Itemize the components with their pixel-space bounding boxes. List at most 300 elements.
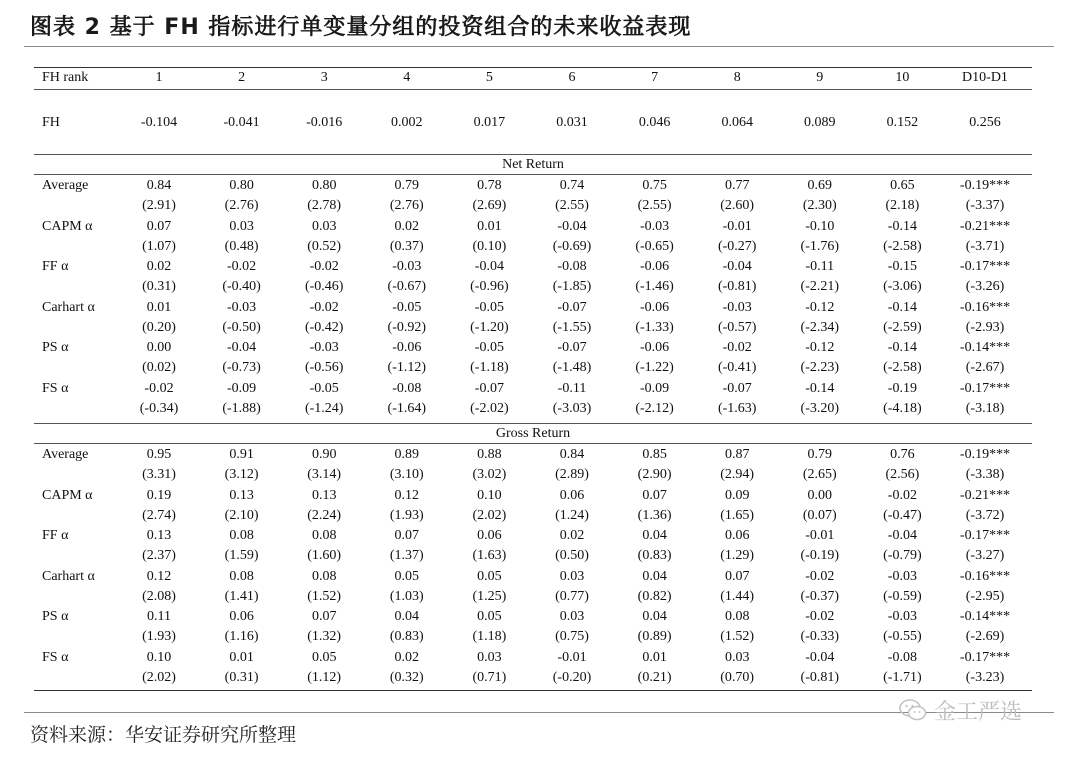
table-cell: (-3.03) [552, 401, 592, 416]
table-cell: (-0.69) [552, 238, 592, 254]
table-cell: 0.017 [473, 115, 506, 130]
table-cell: 0.00 [146, 340, 172, 356]
watermark [898, 692, 1022, 728]
table-cell: 5 [485, 70, 493, 85]
table-cell: 0.87 [724, 447, 750, 462]
table-cell: -0.02 [805, 609, 835, 625]
table-cell: (-1.85) [552, 279, 592, 295]
table-cell: 0.08 [229, 568, 254, 584]
tstat-row [34, 587, 1032, 607]
table-cell: -0.08 [887, 650, 917, 665]
table-cell: 0.80 [311, 178, 337, 193]
table-cell: 1 [155, 70, 163, 85]
table-cell: (3.12) [224, 467, 259, 482]
table-cell: 0.10 [146, 650, 172, 665]
table-cell: (-3.20) [800, 401, 840, 416]
table-cell: (-1.24) [304, 401, 344, 416]
row-label: PS α [42, 340, 69, 356]
table-cell: -0.03 [392, 259, 422, 275]
table-cell: 0.84 [146, 178, 172, 193]
table-cell: (1.93) [389, 507, 424, 523]
tstat-row [34, 668, 1032, 688]
table-cell: 0.01 [642, 650, 667, 665]
table-cell: (-0.34) [139, 401, 179, 416]
table-row [34, 379, 1032, 399]
table-cell: (-0.40) [222, 279, 261, 295]
table-cell: -0.14 [887, 299, 917, 315]
table-cell: (-2.58) [883, 360, 922, 376]
table-cell: 0.77 [724, 178, 750, 193]
table-cell: 0.06 [724, 528, 750, 544]
table-cell: (-1.88) [222, 401, 261, 416]
table-cell: 0.78 [477, 178, 502, 193]
table-cell: 0.04 [642, 568, 667, 584]
table-cell: -0.03 [887, 568, 917, 584]
row-label: FF α [42, 528, 69, 544]
table-cell: 0.79 [394, 178, 420, 193]
table-cell: 0.256 [969, 115, 1001, 130]
table-cell: -0.02 [805, 568, 835, 584]
table-cell: (-0.37) [800, 588, 840, 604]
table-cell: -0.14*** [959, 340, 1011, 356]
table-cell: 0.07 [311, 609, 337, 625]
row-label: CAPM α [42, 218, 93, 234]
table-cell: (1.32) [307, 629, 342, 645]
table-cell: 0.02 [559, 528, 585, 544]
table-cell: (-0.20) [552, 670, 592, 685]
table-cell: (1.60) [307, 548, 342, 564]
table-cell: 0.02 [394, 650, 420, 665]
table-cell: (-1.46) [635, 279, 674, 295]
table-cell: -0.03 [227, 299, 257, 315]
table-cell: 0.06 [477, 528, 502, 544]
table-row [34, 486, 1032, 506]
table-row [34, 176, 1032, 196]
table-cell: 0.089 [804, 115, 836, 130]
table-cell: (-2.59) [883, 319, 922, 335]
table-cell: (2.90) [637, 467, 672, 482]
table-cell: 0.80 [229, 178, 254, 193]
table-cell: (1.93) [142, 629, 176, 645]
table-row [34, 607, 1032, 627]
row-label: Average [42, 447, 89, 462]
table-cell: -0.02 [227, 259, 257, 275]
table-cell: -0.02 [722, 340, 752, 356]
table-cell: (1.03) [389, 588, 424, 604]
table-cell: 0.13 [146, 528, 172, 544]
table-cell: 0.08 [229, 528, 254, 544]
table-cell: -0.19*** [959, 178, 1011, 193]
results-table [34, 0, 1032, 700]
table-cell: -0.04 [474, 259, 504, 275]
table-cell: 0.03 [724, 650, 750, 665]
table-cell: (0.48) [224, 238, 259, 254]
table-cell: 0.02 [146, 259, 172, 275]
table-cell: (0.89) [637, 629, 672, 645]
table-cell: -0.03 [640, 218, 670, 234]
table-cell: 0.74 [559, 178, 585, 193]
table-cell: (1.44) [720, 588, 755, 604]
table-cell: (-1.18) [470, 360, 509, 376]
table-cell: -0.08 [392, 381, 422, 396]
table-cell: -0.07 [474, 381, 504, 396]
table-cell: -0.01 [557, 650, 587, 665]
table-cell: (1.24) [555, 507, 589, 523]
table-cell: (-3.27) [965, 548, 1005, 564]
table-cell: 0.85 [642, 447, 667, 462]
table-cell: 0.064 [721, 115, 753, 130]
table-cell: -0.14 [805, 381, 835, 396]
table-cell: (3.31) [142, 467, 176, 482]
table-cell: 0.04 [642, 528, 667, 544]
table-cell: 0.05 [311, 650, 337, 665]
table-cell: (-0.55) [883, 629, 922, 645]
table-cell: -0.05 [392, 299, 422, 315]
tstat-row [34, 358, 1032, 378]
table-cell: (-2.12) [635, 401, 674, 416]
table-cell: 0.11 [147, 609, 171, 625]
table-cell: (0.70) [720, 670, 755, 685]
table-cell: -0.01 [722, 218, 752, 234]
table-cell: -0.17*** [959, 259, 1011, 275]
table-cell: (2.02) [142, 670, 176, 685]
table-cell: -0.05 [309, 381, 339, 396]
table-cell: (2.10) [224, 507, 259, 523]
table-cell: (0.20) [142, 319, 176, 335]
table-cell: (2.65) [802, 467, 837, 482]
table-cell: (-0.57) [717, 319, 757, 335]
table-cell: (-0.73) [222, 360, 261, 376]
table-cell: 0.02 [394, 218, 420, 234]
table-cell: -0.06 [640, 299, 670, 315]
watermark-text: 金工严选 [934, 699, 1023, 725]
table-cell: 0.91 [229, 447, 254, 462]
table-cell: -0.09 [227, 381, 257, 396]
table-cell: (-0.81) [717, 279, 757, 295]
table-cell: 0.07 [394, 528, 420, 544]
table-cell: (0.83) [389, 629, 424, 645]
table-cell: 10 [895, 70, 910, 85]
table-cell: (0.75) [555, 629, 589, 645]
table-cell: 0.90 [311, 447, 337, 462]
table-cell: (2.02) [472, 507, 507, 523]
table-cell: -0.12 [805, 299, 835, 315]
table-cell: -0.14 [887, 340, 917, 356]
table-cell: (-1.76) [800, 238, 840, 254]
table-cell: (2.78) [307, 198, 342, 213]
table-cell: (-0.56) [304, 360, 344, 376]
table-cell: -0.02 [144, 381, 174, 396]
table-cell: -0.17*** [959, 528, 1011, 544]
wechat-icon [898, 697, 928, 723]
table-cell: (1.37) [389, 548, 424, 564]
table-row [34, 338, 1032, 358]
table-cell: -0.03 [722, 299, 752, 315]
table-cell: -0.041 [223, 115, 260, 130]
table-row [34, 298, 1032, 318]
table-cell: 0.01 [477, 218, 502, 234]
table-cell: (2.18) [885, 198, 920, 213]
table-cell: 0.03 [559, 568, 585, 584]
table-cell: -0.19*** [959, 447, 1011, 462]
table-cell: -0.02 [309, 259, 339, 275]
table-cell: -0.11 [805, 259, 835, 275]
table-cell: 0.031 [556, 115, 588, 130]
table-cell: (0.82) [637, 588, 672, 604]
row-label: FH rank [42, 70, 89, 85]
table-cell: (1.52) [720, 629, 755, 645]
table-cell: (3.10) [389, 467, 424, 482]
table-cell: (-2.23) [800, 360, 840, 376]
table-cell: (-1.48) [552, 360, 592, 376]
table-cell: 0.04 [642, 609, 667, 625]
table-cell: (-0.92) [387, 319, 427, 335]
table-cell: -0.11 [557, 381, 587, 396]
table-cell: 6 [568, 70, 576, 85]
table-cell: 4 [403, 70, 411, 85]
table-cell: 0.03 [311, 218, 337, 234]
tstat-row [34, 627, 1032, 647]
row-label: FS α [42, 381, 69, 396]
table-cell: (2.60) [720, 198, 755, 213]
table-row [34, 567, 1032, 587]
tstat-row [34, 196, 1032, 216]
table-cell: (0.31) [142, 279, 176, 295]
table-cell: (2.24) [307, 507, 342, 523]
table-cell: 0.08 [311, 528, 337, 544]
row-label: Carhart α [42, 568, 95, 584]
table-cell: (1.18) [472, 629, 507, 645]
table-cell: -0.14 [887, 218, 917, 234]
table-cell: (2.91) [142, 198, 176, 213]
table-cell: -0.07 [722, 381, 752, 396]
table-cell: (-0.33) [800, 629, 840, 645]
table-cell: (0.07) [802, 507, 837, 523]
fh-row [34, 113, 1032, 133]
table-cell: (0.50) [555, 548, 589, 564]
table-cell: (-3.18) [965, 401, 1005, 416]
table-cell: 0.07 [642, 487, 667, 503]
table-cell: -0.03 [887, 609, 917, 625]
table-cell: (2.55) [555, 198, 589, 213]
table-cell: -0.21*** [959, 218, 1011, 234]
table-cell: -0.02 [309, 299, 339, 315]
table-cell: (1.12) [307, 670, 342, 685]
table-cell: 0.13 [311, 487, 337, 503]
row-label: PS α [42, 609, 69, 625]
table-cell: -0.07 [557, 340, 587, 356]
table-cell: (-1.12) [387, 360, 427, 376]
table-cell: (-0.67) [387, 279, 427, 295]
table-cell: (2.76) [389, 198, 424, 213]
table-cell: (-3.38) [965, 467, 1005, 482]
table-cell: 0.05 [394, 568, 420, 584]
table-cell: (1.59) [224, 548, 259, 564]
table-cell: (1.63) [472, 548, 507, 564]
table-cell: 0.69 [807, 178, 833, 193]
table-cell: (-0.41) [717, 360, 757, 376]
table-cell: 0.08 [311, 568, 337, 584]
table-cell: (1.07) [142, 238, 176, 254]
table-cell: (1.29) [720, 548, 755, 564]
table-cell: 0.04 [394, 609, 420, 625]
table-cell: (0.31) [224, 670, 259, 685]
table-cell: -0.15 [887, 259, 917, 275]
table-cell: 0.01 [229, 650, 254, 665]
table-cell: (-1.33) [635, 319, 674, 335]
table-cell: 0.08 [724, 609, 750, 625]
table-cell: 0.05 [477, 568, 502, 584]
table-cell: (-0.46) [304, 279, 344, 295]
table-cell: (2.89) [555, 467, 589, 482]
section-title: Net Return [502, 157, 564, 172]
tstat-row [34, 546, 1032, 566]
row-label: FF α [42, 259, 69, 275]
table-cell: 0.002 [391, 115, 423, 130]
table-cell: (2.37) [142, 548, 176, 564]
table-cell: -0.14*** [959, 609, 1011, 625]
table-cell: -0.17*** [959, 650, 1011, 665]
table-cell: (-1.64) [387, 401, 427, 416]
table-cell: 0.152 [886, 115, 919, 130]
table-cell: (-0.27) [717, 238, 757, 254]
table-cell: 0.65 [890, 178, 915, 193]
table-cell: (-2.95) [965, 588, 1005, 604]
table-cell: -0.03 [309, 340, 339, 356]
table-cell: 0.95 [146, 447, 172, 462]
table-cell: (-1.20) [470, 319, 509, 335]
table-cell: (-3.23) [965, 670, 1005, 685]
table-cell: -0.06 [640, 259, 670, 275]
row-label: Average [42, 178, 89, 193]
table-cell: -0.04 [227, 340, 257, 356]
table-cell: 0.046 [638, 115, 671, 130]
table-cell: (-0.19) [800, 548, 840, 564]
table-cell: 7 [651, 70, 659, 85]
table-cell: -0.04 [805, 650, 835, 665]
table-cell: 0.88 [477, 447, 502, 462]
table-cell: -0.16*** [959, 299, 1011, 315]
table-cell: 0.84 [559, 447, 585, 462]
table-row [34, 526, 1032, 546]
table-cell: (-3.26) [965, 279, 1005, 295]
table-cell: 0.01 [146, 299, 172, 315]
table-cell: (-0.50) [222, 319, 261, 335]
table-cell: (-2.93) [965, 319, 1005, 335]
table-cell: -0.17*** [959, 381, 1011, 396]
table-cell: (2.74) [142, 507, 176, 523]
table-row [34, 217, 1032, 237]
table-cell: (-2.58) [883, 238, 922, 254]
table-cell: (-2.21) [800, 279, 840, 295]
table-row [34, 648, 1032, 668]
table-cell: (1.16) [224, 629, 259, 645]
table-cell: (0.77) [555, 588, 589, 604]
table-cell: (-1.71) [883, 670, 922, 685]
table-cell: (2.94) [720, 467, 755, 482]
table-cell: 0.03 [477, 650, 502, 665]
row-label: CAPM α [42, 487, 93, 503]
table-cell: (1.36) [637, 507, 672, 523]
table-cell: -0.16*** [959, 568, 1011, 584]
table-cell: 0.79 [807, 447, 833, 462]
tstat-row [34, 277, 1032, 297]
table-cell: (-2.69) [965, 629, 1005, 645]
table-cell: 0.12 [394, 487, 420, 503]
table-cell: 0.89 [394, 447, 420, 462]
row-label: Carhart α [42, 299, 95, 315]
table-cell: (1.41) [224, 588, 259, 604]
table-row [34, 257, 1032, 277]
table-cell: (-2.67) [965, 360, 1005, 376]
table-cell: (-3.71) [965, 238, 1005, 254]
table-cell: -0.04 [722, 259, 752, 275]
table-cell: (0.83) [637, 548, 672, 564]
table-cell: (0.52) [307, 238, 342, 254]
table-cell: -0.07 [557, 299, 587, 315]
section-title: Gross Return [495, 426, 571, 441]
table-cell: (0.37) [389, 238, 424, 254]
source-note: 资料来源：华安证券研究所整理 [30, 724, 297, 746]
table-cell: 0.19 [146, 487, 172, 503]
table-cell: -0.05 [474, 299, 504, 315]
tstat-row [34, 399, 1032, 419]
table-cell: -0.05 [474, 340, 504, 356]
table-cell: (-0.79) [883, 548, 922, 564]
table-cell: 0.03 [559, 609, 585, 625]
table-cell: (-0.81) [800, 670, 840, 685]
table-cell: (-3.72) [965, 507, 1005, 523]
table-cell: 0.09 [724, 487, 750, 503]
table-cell: (2.30) [802, 198, 837, 213]
table-cell: (-4.18) [883, 401, 922, 416]
table-cell: (-0.65) [635, 238, 674, 254]
table-cell: 0.76 [890, 447, 915, 462]
table-cell: 9 [816, 70, 824, 85]
table-cell: -0.016 [306, 115, 343, 130]
figure-title: 图表 2 基于 FH 指标进行单变量分组的投资组合的未来收益表现 [30, 15, 692, 40]
table-cell: (1.65) [720, 507, 755, 523]
table-cell: -0.02 [887, 487, 917, 503]
tstat-row [34, 237, 1032, 257]
table-cell: 0.13 [229, 487, 254, 503]
table-cell: (-0.47) [883, 507, 922, 523]
table-cell: (0.32) [389, 670, 424, 685]
table-cell: -0.12 [805, 340, 835, 356]
table-cell: -0.04 [557, 218, 587, 234]
table-cell: (2.69) [472, 198, 507, 213]
table-cell: (-2.34) [800, 319, 840, 335]
table-cell: -0.01 [805, 528, 835, 544]
table-cell: (2.56) [885, 467, 920, 482]
table-cell: (3.14) [307, 467, 342, 482]
table-cell: (-0.59) [883, 588, 922, 604]
table-cell: (-1.22) [635, 360, 674, 376]
tstat-row [34, 506, 1032, 526]
table-cell: -0.21*** [959, 487, 1011, 503]
table-cell: (0.10) [472, 238, 507, 254]
table-cell: (2.08) [142, 588, 176, 604]
table-cell: 0.06 [559, 487, 585, 503]
table-cell: 0.05 [477, 609, 502, 625]
table-cell: (3.02) [472, 467, 507, 482]
table-cell: (-3.06) [883, 279, 922, 295]
table-cell: (2.55) [637, 198, 672, 213]
table-cell: 8 [733, 70, 741, 85]
table-cell: 0.03 [229, 218, 254, 234]
header-row [34, 68, 1032, 88]
table-cell: -0.19 [887, 381, 917, 396]
